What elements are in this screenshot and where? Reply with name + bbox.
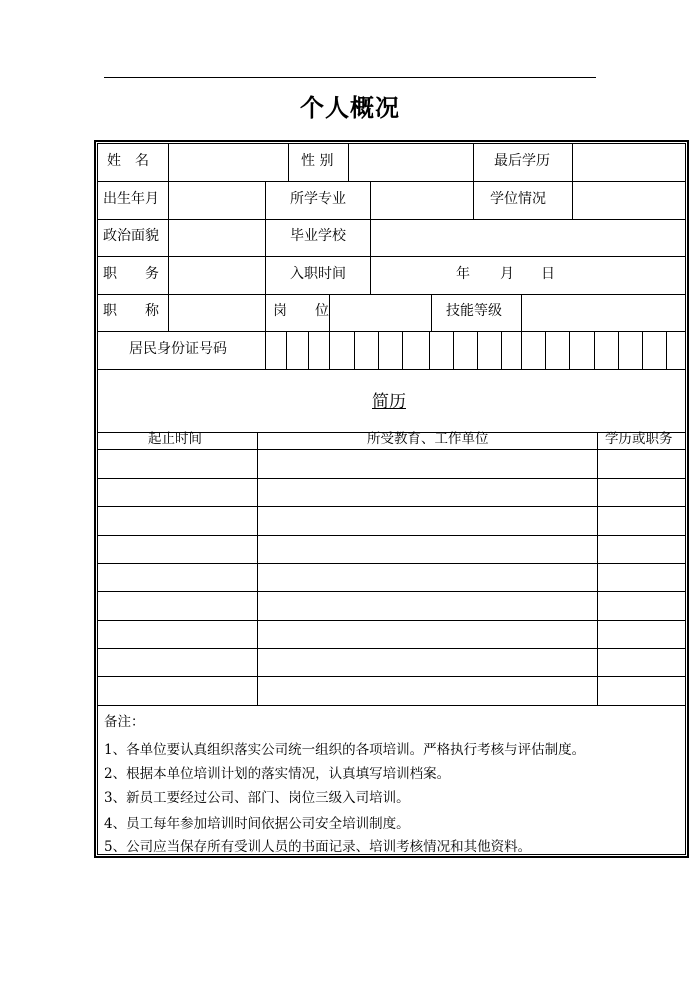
col-line — [265, 181, 266, 219]
col-line — [265, 219, 266, 256]
col-line — [265, 331, 266, 369]
page-title: 个人概况 — [300, 94, 400, 122]
col-line — [265, 294, 266, 331]
label-month: 月 — [500, 266, 514, 282]
note-item-1: 1、各单位要认真组织落实公司统一组织的各项培训。严格执行考核与评估制度。 — [104, 742, 586, 758]
col-line — [453, 331, 454, 369]
label-post: 岗 位 — [273, 303, 329, 319]
col-line — [597, 432, 598, 705]
col-line — [594, 331, 595, 369]
col-line — [501, 331, 502, 369]
label-gender: 性 别 — [301, 153, 334, 169]
label-skill: 技能等级 — [446, 303, 502, 319]
col-line — [473, 181, 474, 219]
col-line — [402, 331, 403, 369]
col-line — [429, 331, 430, 369]
col-line — [370, 219, 371, 256]
row-line — [98, 705, 685, 706]
note-item-5: 5、公司应当保存所有受训人员的书面记录、培训考核情况和其他资料。 — [104, 839, 532, 855]
col-line — [348, 144, 349, 181]
row-line — [98, 294, 685, 295]
col-line — [286, 331, 287, 369]
row-line — [98, 331, 685, 332]
note-item-2: 2、根据本单位培训计划的落实情况，认真填写培训档案。 — [104, 766, 451, 782]
col-line — [569, 331, 570, 369]
col-line — [168, 256, 169, 294]
row-line — [98, 256, 685, 257]
col-line — [265, 256, 266, 294]
col-line — [477, 331, 478, 369]
col-line — [168, 144, 169, 181]
row-line — [98, 181, 685, 182]
label-political: 政治面貌 — [103, 228, 159, 244]
label-major: 所学专业 — [290, 191, 346, 207]
label-education: 最后学历 — [494, 153, 550, 169]
label-duty: 职 务 — [103, 266, 159, 282]
label-day: 日 — [541, 266, 555, 282]
col-line — [288, 144, 289, 181]
label-title-rank: 职 称 — [103, 303, 159, 319]
resume-title: 简历 — [372, 392, 406, 412]
col-line — [378, 331, 379, 369]
row-line — [98, 219, 685, 220]
col-line — [168, 219, 169, 256]
col-line — [370, 181, 371, 219]
col-line — [329, 294, 330, 331]
col-line — [370, 256, 371, 294]
col-header-position: 学历或职务 — [605, 431, 673, 447]
col-line — [168, 181, 169, 219]
col-header-period: 起止时间 — [148, 431, 202, 447]
col-line — [642, 331, 643, 369]
col-header-unit: 所受教育、工作单位 — [367, 431, 489, 447]
col-line — [473, 144, 474, 181]
col-line — [354, 331, 355, 369]
col-line — [545, 331, 546, 369]
col-line — [308, 331, 309, 369]
label-id-number: 居民身份证号码 — [129, 341, 227, 357]
note-item-3: 3、新员工要经过公司、部门、岗位三级入司培训。 — [104, 790, 410, 806]
col-line — [521, 331, 522, 369]
col-line — [618, 331, 619, 369]
col-line — [521, 294, 522, 331]
col-line — [431, 294, 432, 331]
label-degree: 学位情况 — [490, 191, 546, 207]
notes-heading: 备注： — [104, 714, 145, 730]
col-line — [666, 331, 667, 369]
row-line — [98, 369, 685, 370]
col-line — [168, 294, 169, 331]
col-line — [572, 181, 573, 219]
header-rule — [104, 77, 596, 78]
label-hire-date: 入职时间 — [290, 266, 346, 282]
col-line — [257, 432, 258, 705]
label-birth: 出生年月 — [103, 191, 159, 207]
note-item-4: 4、员工每年参加培训时间依据公司安全培训制度。 — [104, 816, 410, 832]
label-school: 毕业学校 — [290, 228, 346, 244]
label-name: 姓 名 — [107, 153, 149, 169]
col-line — [572, 144, 573, 181]
col-line — [329, 331, 330, 369]
label-year: 年 — [456, 266, 470, 282]
